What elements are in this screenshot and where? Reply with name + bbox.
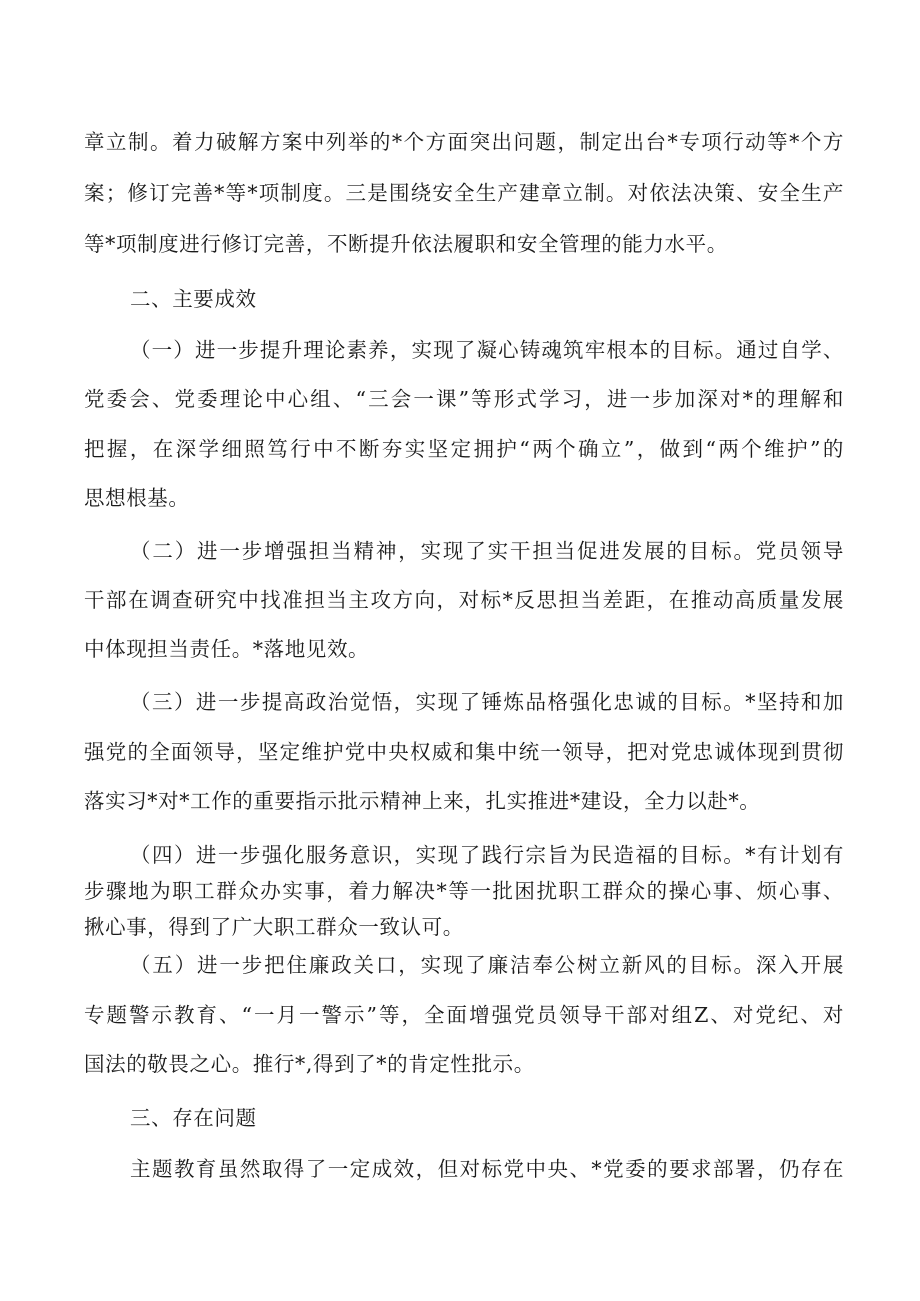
paragraph-line: （三）进一步提高政治觉悟，实现了锤炼品格强化忠诚的目标。*坚持和加 bbox=[130, 690, 844, 714]
paragraph-line: 专题警示教育、“一月一警示”等，全面增强党员领导干部对组Z、对党纪、对 bbox=[84, 1003, 844, 1027]
paragraph-line: 步骤地为职工群众办实事，着力解决*等一批困扰职工群众的操心事、烦心事、 bbox=[84, 879, 844, 903]
paragraph-line: 章立制。着力破解方案中列举的*个方面突出问题，制定出台*专项行动等*个方 bbox=[84, 130, 844, 154]
section-heading: 二、主要成效 bbox=[130, 287, 257, 311]
paragraph-line: 落实习*对*工作的重要指示批示精神上来，扎实推进*建设，全力以赴*。 bbox=[84, 789, 761, 813]
paragraph-line: 案；修订完善*等*项制度。三是围绕安全生产建章立制。对依法决策、安全生产 bbox=[84, 181, 844, 205]
paragraph-line: （五）进一步把住廉政关口，实现了廉洁奉公树立新风的目标。深入开展 bbox=[130, 953, 844, 977]
paragraph-line: 思想根基。 bbox=[84, 486, 190, 510]
paragraph-line: 党委会、党委理论中心组、“三会一课”等形式学习，进一步加深对*的理解和 bbox=[84, 387, 844, 411]
paragraph-line: 国法的敬畏之心。推行*,得到了*的肯定性批示。 bbox=[84, 1052, 535, 1076]
paragraph-line: 强党的全面领导，坚定维护党中央权威和集中统一领导，把对党忠诚体现到贯彻 bbox=[84, 740, 844, 764]
paragraph-line: 把握，在深学细照笃行中不断夯实坚定拥护“两个确立”，做到“两个维护”的 bbox=[84, 437, 844, 461]
paragraph-line: 揪心事，得到了广大职工群众一致认可。 bbox=[84, 915, 464, 939]
paragraph-line: （一）进一步提升理论素养，实现了凝心铸魂筑牢根本的目标。通过自学、 bbox=[130, 338, 844, 362]
paragraph-line: 等*项制度进行修订完善，不断提升依法履职和安全管理的能力水平。 bbox=[84, 232, 728, 256]
section-heading: 三、存在问题 bbox=[130, 1106, 257, 1130]
paragraph-line: 干部在调查研究中找准担当主攻方向，对标*反思担当差距，在推动高质量发展 bbox=[84, 588, 844, 612]
paragraph-line: 中体现担当责任。*落地见效。 bbox=[84, 637, 370, 661]
paragraph-line: （二）进一步增强担当精神，实现了实干担当促进发展的目标。党员领导 bbox=[130, 539, 844, 563]
paragraph-line: （四）进一步强化服务意识，实现了践行宗旨为民造福的目标。*有计划有 bbox=[130, 843, 844, 867]
paragraph-line: 主题教育虽然取得了一定成效，但对标党中央、*党委的要求部署，仍存在 bbox=[130, 1157, 844, 1181]
